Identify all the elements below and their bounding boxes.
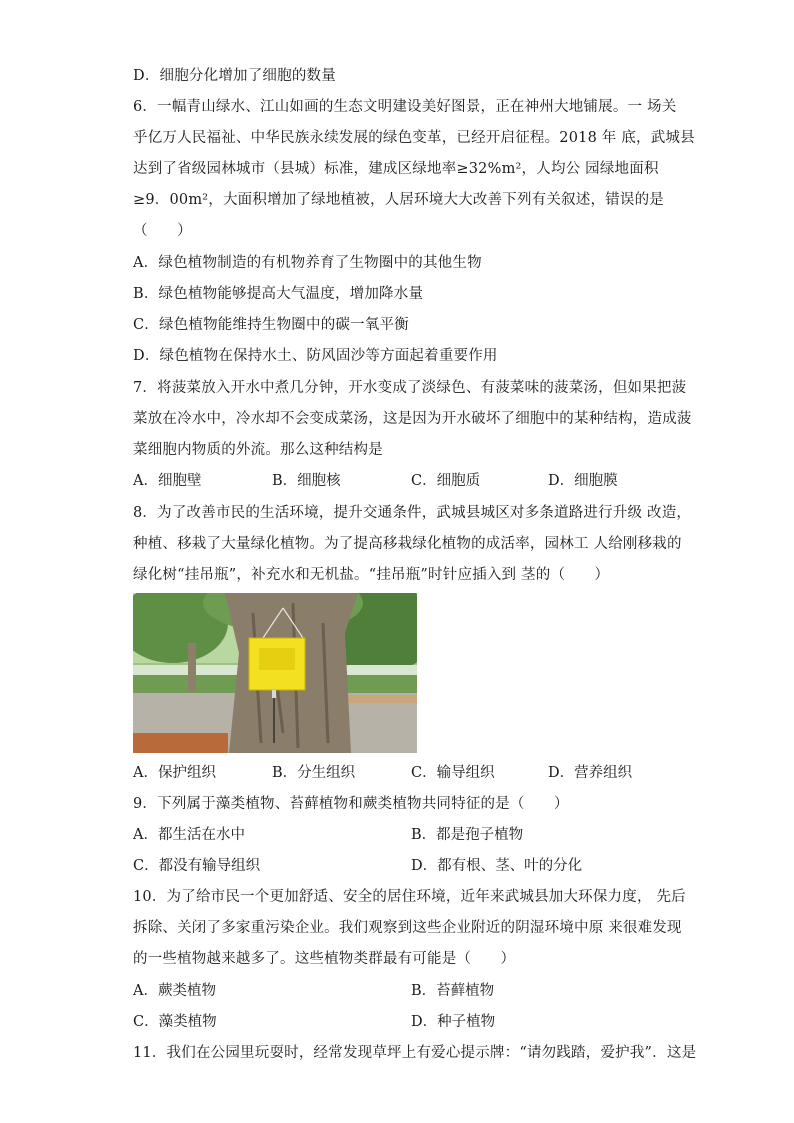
q8-option-c: C．输导组织 [411,765,495,781]
q9-option-b: B．都是孢子植物 [411,827,524,843]
q6-stem-line-1: 6．一幅青山绿水、江山如画的生态文明建设美好图景，正在神州大地铺展。一 场关 [133,99,677,115]
q5-option-d: D．细胞分化增加了细胞的数量 [133,68,336,84]
q8-option-b: B．分生组织 [272,765,356,781]
q10-stem-line-2: 拆除、关闭了多家重污染企业。我们观察到这些企业附近的阴湿环境中原 来很难发现 [133,920,682,936]
q6-option-b: B．绿色植物能够提高大气温度，增加降水量 [133,286,424,302]
q7-stem-line-3: 菜细胞内物质的外流。那么这种结构是 [133,442,383,458]
q7-option-a: A．细胞壁 [133,473,202,489]
q9-option-c: C．都没有输导组织 [133,858,261,874]
q7-option-b: B．细胞核 [272,473,341,489]
q6-stem-line-4: ≥9．00m²，大面积增加了绿地植被，人居环境大大改善下列有关叙述，错误的是 [133,192,664,208]
q8-stem-line-2: 种植、移栽了大量绿化植物。为了提高移栽绿化植物的成活率，园林工 人给刚移栽的 [133,536,682,552]
q6-stem-line-3: 达到了省级园林城市（县城）标准，建成区绿地率≥32%m²，人均公 园绿地面积 [133,161,659,177]
q11-stem-line-1: 11．我们在公园里玩耍时，经常发现草坪上有爱心提示牌：“请勿践踏，爱护我”．这是 [133,1045,697,1061]
q8-stem-line-1: 8．为了改善市民的生活环境，提升交通条件，武城县城区对多条道路进行升级 改造， [133,505,692,521]
q6-stem-line-2: 乎亿万人民福祉、中华民族永续发展的绿色变革，已经开启征程。2018 年 底，武城县 [133,130,695,146]
q7-option-c: C．细胞质 [411,473,481,489]
q8-option-d: D．营养组织 [548,765,633,781]
q10-option-c: C．藻类植物 [133,1014,217,1030]
q7-option-d: D．细胞膜 [548,473,618,489]
q10-option-b: B．苔藓植物 [411,983,495,999]
q6-option-a: A．绿色植物制造的有机物养育了生物圈中的其他生物 [133,255,482,271]
q10-stem-line-1: 10．为了给市民一个更加舒适、安全的居住环境，近年来武城县加大环保力度， 先后 [133,889,686,905]
q6-option-d: D．绿色植物在保持水土、防风固沙等方面起着重要作用 [133,348,498,364]
q10-option-d: D．种子植物 [411,1014,496,1030]
q9-stem: 9．下列属于藻类植物、苔藓植物和蕨类植物共同特征的是（ ） [133,796,569,812]
q10-stem-line-3: 的一些植物越来越多了。这些植物类群最有可能是（ ） [133,951,516,967]
tree-iv-bag-photo [133,593,417,753]
tree-photo-illustration [133,593,417,753]
q6-option-c: C．绿色植物能维持生物圈中的碳一氧平衡 [133,317,409,333]
q7-stem-line-2: 菜放在冷水中，冷水却不会变成菜汤，这是因为开水破坏了细胞中的某种结构，造成菠 [133,411,692,427]
q9-option-d: D．都有根、茎、叶的分化 [411,858,583,874]
q8-stem-line-3: 绿化树“挂吊瓶”，补充水和无机盐。“挂吊瓶”时针应插入到 茎的（ ） [133,567,610,583]
q9-option-a: A．都生活在水中 [133,827,245,843]
q8-option-a: A．保护组织 [133,765,216,781]
q7-stem-line-1: 7．将菠菜放入开水中煮几分钟，开水变成了淡绿色、有菠菜味的菠菜汤，但如果把菠 [133,380,687,396]
q10-option-a: A．蕨类植物 [133,983,216,999]
q6-answer-bracket: （ ） [133,223,192,239]
